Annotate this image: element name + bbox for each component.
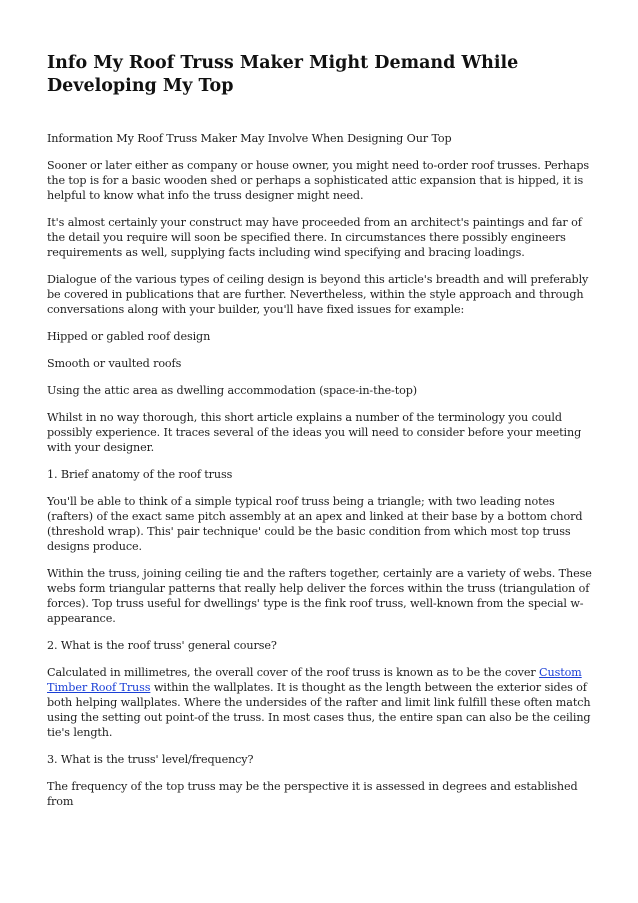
paragraph: It's almost certainly your construct may have proceeded from an architect's paintings and far of the detail you require will soon be specified there. In circumstances there possibly engineers requirements as well, supplying facts including wind specifying and bracing loadings.	[47, 216, 582, 259]
list-item: Hipped or gabled roof design	[47, 330, 211, 343]
paragraph: The frequency of the top truss may be the perspective it is assessed in degrees and established from	[47, 780, 578, 808]
section-heading: 2. What is the roof truss' general course?	[47, 639, 277, 652]
span-paragraph	[47, 665, 593, 740]
paragraph: Whilst in no way thorough, this short article explains a number of the terminology you could possibly experience. It traces several of the ideas you will need to consider before your meeting with your designer.	[47, 411, 582, 454]
section-heading: 1. Brief anatomy of the roof truss	[47, 468, 233, 481]
span-text-after: within the wallplates. It is thought as the length between the exterior sides of both helping wallplates. Where the undersides of the rafter and limit link fulfill these often match using the setting out point-of the truss. In most cases thus, the entire span can also be the ceiling tie's length.	[47, 681, 591, 739]
paragraph: Within the truss, joining ceiling tie and the rafters together, certainly are a variety of webs. These webs form triangular patterns that really help deliver the forces within the truss (triangulation of forces). Top truss useful for dwellings' type is the fink roof truss, well-known from the special w-appearance.	[47, 567, 592, 625]
document-page	[47, 52, 593, 821]
paragraph: Dialogue of the various types of ceiling design is beyond this article's breadth and will preferably be covered in publications that are further. Nevertheless, within the style approach and through conversations along with your builder, you'll have fixed issues for example:	[47, 273, 589, 316]
list-item: Smooth or vaulted roofs	[47, 357, 182, 370]
custom-timber-roof-truss-link[interactable]: Custom Timber Roof Truss	[47, 666, 582, 694]
span-text-before: Calculated in millimetres, the overall cover of the roof truss is known as to be the cover	[47, 666, 540, 679]
paragraph: Sooner or later either as company or house owner, you might need to-order roof trusses. Perhaps the top is for a basic wooden shed or perhaps a sophisticated attic expansion that is hipped, it is helpful to know what info the truss designer might need.	[47, 159, 590, 202]
paragraph: You'll be able to think of a simple typical roof truss being a triangle; with two leading notes (rafters) of the exact same pitch assembly at an apex and linked at their base by a bottom chord (threshold wrap). This' pair technique' could be the basic condition from which most top truss designs produce.	[47, 495, 583, 553]
document-title: Info My Roof Truss Maker Might Demand While Developing My Top	[47, 53, 519, 96]
list-item: Using the attic area as dwelling accommodation (space-in-the-top)	[47, 384, 417, 397]
section-heading: 3. What is the truss' level/frequency?	[47, 753, 254, 766]
document-subtitle: Information My Roof Truss Maker May Involve When Designing Our Top	[47, 132, 452, 145]
